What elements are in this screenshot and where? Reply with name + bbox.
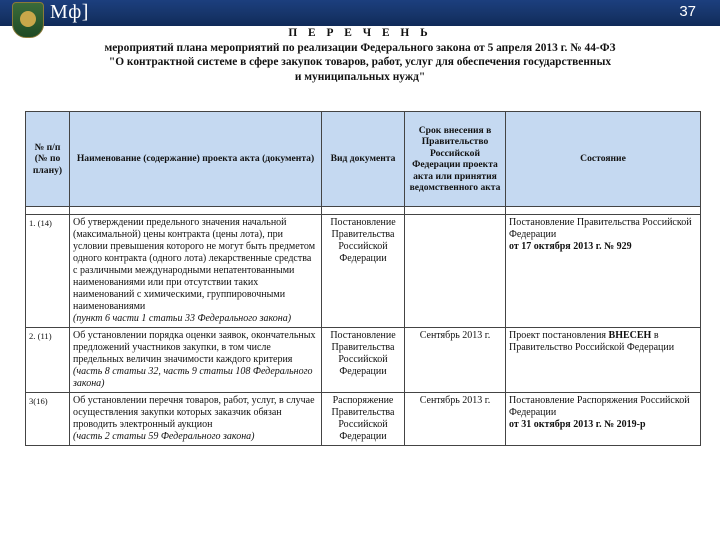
column-header-type: Вид документа (322, 112, 405, 207)
row-deadline: Сентябрь 2013 г. (405, 393, 506, 446)
row-number: 2. (11) (26, 328, 70, 393)
heading-line-2: мероприятий плана мероприятий по реализации Федерального закона от 5 апреля 2013 г. № 44-ФЗ (104, 41, 616, 54)
row-status-pre: Проект постановления (509, 330, 607, 341)
column-header-number: № п/п (№ по плану) (26, 112, 70, 207)
row-document-type: Постановление Правительства Российской Федерации (322, 215, 405, 328)
table-spacer-row (26, 207, 701, 215)
row-status-cell (506, 328, 701, 393)
column-header-deadline: Срок внесения в Правительство Российской Федерации проекта акта или принятия ведомственного акта (405, 112, 506, 207)
row-document-type: Постановление Правительства Российской Федерации (322, 328, 405, 393)
row-status-bold: ВНЕСЕН (608, 330, 652, 341)
table-row (26, 328, 701, 393)
row-status-bold: от 31 октября 2013 г. № 2019-р (509, 419, 646, 430)
row-reference: (часть 8 статьи 32, часть 9 статьи 108 Федерального закона) (73, 366, 313, 389)
top-banner (0, 0, 720, 26)
row-number: 1. (14) (26, 215, 70, 328)
row-name: Об утверждении предельного значения начальной (максимальной) цены контракта (цены лота), при условии превышения которого не могут быть предметом одного контракта (одного лота) лекарственные средства с различными международными непатентованными наименованиями или при отсутствии таких наименований с химическими, группировочными наименованиями (73, 217, 316, 312)
row-name-cell (70, 328, 322, 393)
document-heading (20, 26, 700, 84)
row-name-cell (70, 215, 322, 328)
row-status-bold: от 17 октября 2013 г. № 929 (509, 241, 632, 252)
row-name: Об установлении перечня товаров, работ, услуг, в случае осуществления закупки которых заказчик обязан проводить электронный аукцион (73, 395, 315, 430)
row-status: Постановление Распоряжения Российской Федерации (509, 395, 690, 418)
row-name-cell (70, 393, 322, 446)
row-reference: (часть 2 статьи 59 Федерального закона) (73, 431, 255, 442)
page-number: 37 (679, 3, 696, 20)
row-deadline: Сентябрь 2013 г. (405, 328, 506, 393)
row-status-post: в Правительство Российской Федерации (509, 330, 675, 353)
heading-title: П Е Р Е Ч Е Н Ь (288, 27, 432, 39)
brand-logo-text: Мф] (50, 1, 89, 23)
row-status: Постановление Правительства Российской Федерации (509, 217, 692, 240)
row-reference: (пункт 6 части 1 статьи 33 Федерального закона) (73, 313, 292, 324)
row-status-cell (506, 215, 701, 328)
table-row (26, 215, 701, 328)
table-row (26, 393, 701, 446)
row-number: 3(16) (26, 393, 70, 446)
heading-line-3: "О контрактной системе в сфере закупок товаров, работ, услуг для обеспечения государственных (108, 56, 612, 68)
column-header-name: Наименование (содержание) проекта акта (документа) (70, 112, 322, 207)
row-name: Об установлении порядка оценки заявок, окончательных предложений участников закупки, в том числе предельных величин значимости каждого критерия (73, 330, 316, 365)
column-header-status: Состояние (506, 112, 701, 207)
row-deadline (405, 215, 506, 328)
heading-line-4: и муниципальных нужд" (294, 70, 426, 83)
row-status-cell (506, 393, 701, 446)
row-document-type: Распоряжение Правительства Российской Федерации (322, 393, 405, 446)
table-header-row (26, 112, 701, 207)
measures-table (25, 111, 701, 446)
